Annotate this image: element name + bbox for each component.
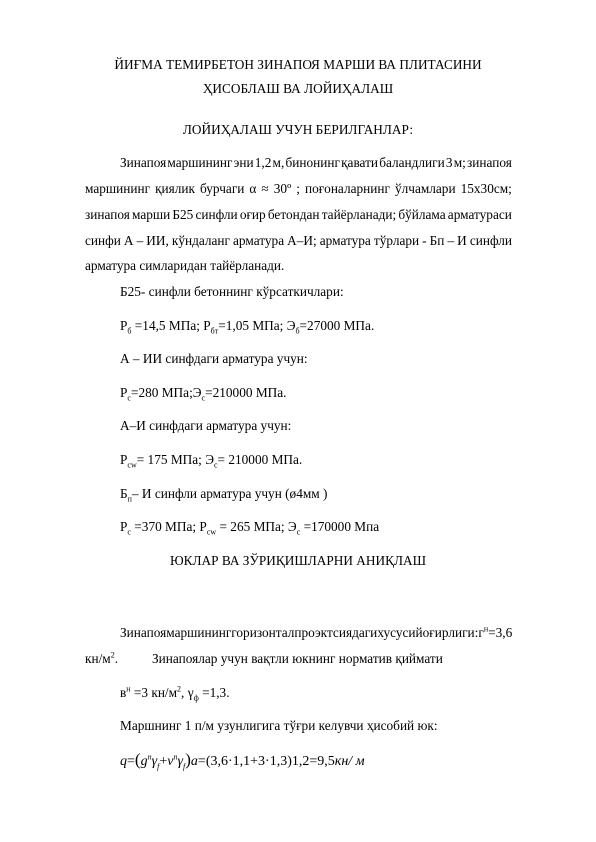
word: арматура bbox=[233, 233, 285, 248]
paragraph-2-line-2: $кн/м^2$. Зинапоялар учун вақтли юкнинг норматив қиймати bbox=[85, 650, 443, 666]
word: α bbox=[249, 181, 257, 196]
word: ; bbox=[296, 181, 300, 196]
word: горизонтал bbox=[231, 625, 295, 640]
word: бўйлама bbox=[398, 207, 446, 222]
word: И bbox=[457, 233, 467, 248]
word: синфи bbox=[85, 233, 121, 248]
word: маршининг bbox=[167, 155, 233, 170]
word: бинонинг bbox=[285, 155, 340, 170]
word: ≈ bbox=[261, 181, 269, 196]
concrete-properties-heading: Б25- синфли бетоннинг кўрсаткичлари: bbox=[120, 284, 344, 299]
paragraph-1-line-4 bbox=[85, 234, 512, 247]
word: кўндаланг bbox=[171, 233, 230, 248]
a1-reinforcement-values: $Р_{сw}= 175$ МПа; $Э_с= 210000$ МПа. bbox=[120, 452, 303, 470]
word: оғирлиги: bbox=[422, 625, 479, 640]
bp-wire-values: $Р_с =370$ МПа; $Р_{сw} = 265$ МПа; $Э_с =170000$ Мпа bbox=[120, 519, 380, 537]
superscript: н bbox=[483, 624, 489, 634]
paragraph-1-line-2 bbox=[85, 182, 512, 195]
word: м, bbox=[272, 155, 285, 170]
paragraph-2-line-1 bbox=[120, 626, 512, 639]
word: марши bbox=[132, 207, 171, 222]
a2-reinforcement-heading: А – ИИ синфдаги арматура учун: bbox=[120, 351, 308, 366]
word: – bbox=[136, 233, 144, 248]
section-heading-input-data: ЛОЙИҲАЛАШ УЧУН БЕРИЛГАНЛАР: bbox=[182, 122, 414, 137]
word: Зинапоя bbox=[120, 155, 167, 170]
word: 15x30см; bbox=[460, 181, 512, 196]
word: Бп bbox=[429, 233, 445, 248]
word: эни bbox=[233, 155, 254, 170]
word: синфли bbox=[195, 207, 238, 222]
bp-wire-heading: $Б_п-$ И синфли арматура учун (ø4мм ) bbox=[120, 486, 328, 504]
word: поғоналарнинг bbox=[304, 181, 390, 196]
word: =3,6 bbox=[488, 625, 513, 640]
word: тайёрланади; bbox=[321, 207, 397, 222]
a1-reinforcement-heading: А–И синфдаги арматура учун: bbox=[120, 418, 292, 433]
section-heading-loads: ЮКЛАР ВА ЗЎРИҚИШЛАРНИ АНИҚЛАШ bbox=[169, 553, 427, 568]
paragraph-1-line-1 bbox=[120, 156, 512, 169]
word: м; bbox=[453, 155, 466, 170]
word: бурчаги bbox=[200, 181, 245, 196]
word: синфли bbox=[469, 233, 512, 248]
word: проэктсиядаги bbox=[294, 625, 378, 640]
design-load-formula: $q=(g^n\gamma_f+\nu^n\gamma_f)a=(3,6\cdot 1,1+3\cdot 1,3)1,2=9,5кн/$ м bbox=[120, 750, 365, 771]
word: маршининг bbox=[85, 181, 151, 196]
word: оғир bbox=[239, 207, 266, 222]
live-load-values: $в^н =3$ $кн/м^2$, $\gamma_ф =1,3$. bbox=[120, 684, 230, 703]
word: баландлиги bbox=[379, 155, 445, 170]
paragraph-1-line-3 bbox=[85, 208, 512, 221]
word: ИИ, bbox=[146, 233, 169, 248]
title-line-2: ҲИСОБЛАШ ВА ЛОЙИҲАЛАШ bbox=[202, 81, 394, 96]
word: қавати bbox=[341, 155, 379, 170]
word: арматура bbox=[319, 233, 371, 248]
word: 30º bbox=[273, 181, 292, 196]
word: $г^н$ bbox=[478, 624, 489, 640]
word: маршининг bbox=[166, 625, 232, 640]
word: ўлчамлари bbox=[394, 181, 456, 196]
paragraph-1-line-5: арматура симларидан тайёрланади. bbox=[85, 258, 285, 273]
title-line-1: ЙИҒМА ТЕМИРБЕТОН ЗИНАПОЯ МАРШИ ВА ПЛИТАСИНИ bbox=[114, 57, 482, 72]
word: зинапоя bbox=[85, 207, 130, 222]
word: зинапоя bbox=[467, 155, 512, 170]
word: хусусий bbox=[377, 625, 423, 640]
design-load-heading: Маршнинг 1 п/м узунлигига тўғри келувчи ҳисобий юк: bbox=[120, 718, 438, 733]
word: арматураси bbox=[447, 207, 512, 222]
word: 3 bbox=[445, 155, 453, 170]
word: – bbox=[447, 233, 455, 248]
a2-reinforcement-values: $Р_с=280$ $МПа;Э_с=210000$ МПа. bbox=[120, 385, 287, 403]
concrete-properties-values: $Р_б =14,5$ МПа; $Р_{бт}=1,05$ МПа; $Э_б=27000$ МПа. bbox=[120, 318, 375, 336]
word: - bbox=[422, 233, 427, 248]
word: бетондан bbox=[267, 207, 320, 222]
word: 1,2 bbox=[254, 155, 272, 170]
word: тўрлари bbox=[373, 233, 420, 248]
word: Зинапоя bbox=[120, 625, 167, 640]
word: Б25 bbox=[172, 207, 194, 222]
word: қиялик bbox=[155, 181, 195, 196]
word: А–И; bbox=[287, 233, 317, 248]
word: А bbox=[123, 233, 134, 248]
